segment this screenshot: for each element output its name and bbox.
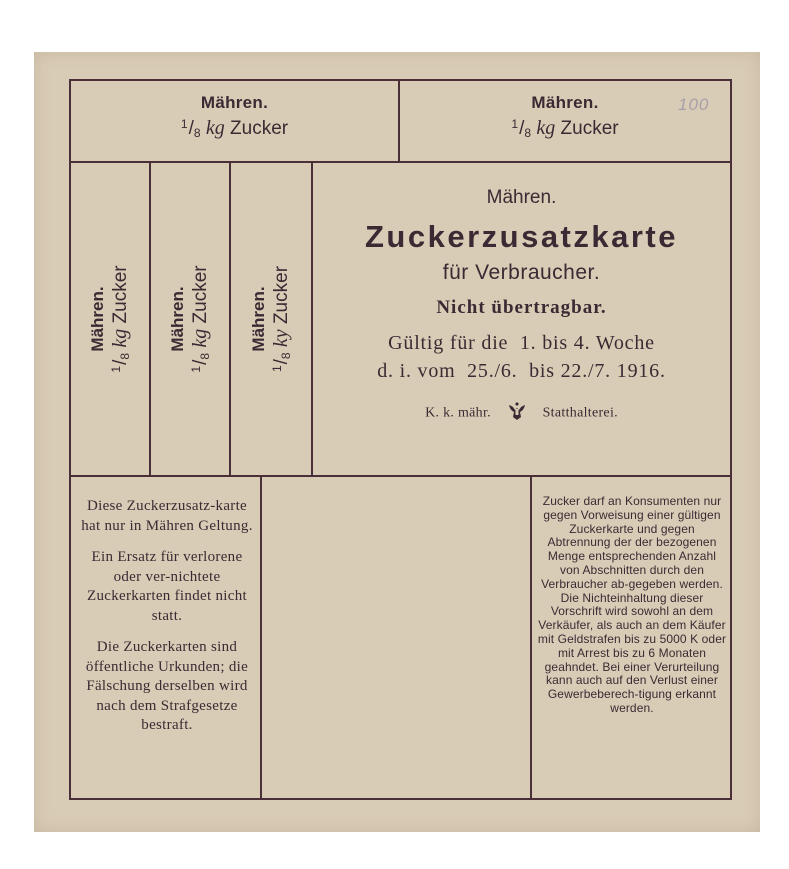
- divider-bottom-right: [530, 475, 532, 800]
- issuer-left: K. k. mähr.: [425, 405, 491, 421]
- validity-line-2: d. i. vom 25./6. bis 22./7. 1916.: [377, 360, 666, 382]
- validity-notice: [77, 497, 257, 748]
- side-coupon-3: [231, 163, 311, 475]
- coupon-item: Zucker: [110, 265, 132, 324]
- coupon-unit: kg: [189, 328, 212, 348]
- fraction-denominator: 8: [118, 352, 133, 360]
- coupon-item: Zucker: [230, 118, 289, 139]
- fraction-numerator: 1: [180, 117, 188, 131]
- border-right: [730, 79, 732, 800]
- coupon-unit: kg: [536, 117, 556, 139]
- coupon-unit: kg: [205, 117, 225, 139]
- coupon-region: Mähren.: [87, 286, 107, 352]
- coupon-region: Mähren.: [531, 93, 599, 112]
- card-subtitle: für Verbraucher.: [442, 261, 601, 284]
- notice-paragraph-3: Die Zuckerkarten sind öffentliche Urkunden; die Fälschung derselben wird nach dem Strafgesetze bestraft.: [85, 639, 249, 733]
- main-region: Mähren.: [486, 187, 557, 208]
- coupon-unit: kg: [109, 328, 132, 348]
- blank-field: [262, 477, 530, 798]
- fraction-numerator: 1: [511, 117, 519, 131]
- border-top: [69, 79, 732, 81]
- coupon-item: Zucker: [271, 265, 293, 325]
- fraction-numerator: 1: [109, 365, 124, 373]
- fraction-denominator: 8: [193, 126, 201, 140]
- coupon-item: Zucker: [190, 265, 212, 324]
- not-transferable-note: Nicht übertragbar.: [436, 297, 607, 318]
- coupon-region: Mähren.: [167, 286, 187, 352]
- coupon-region: Mähren.: [248, 286, 268, 352]
- regulation-notice: Zucker darf an Konsumenten nur gegen Vorweisung einer gültigen Zuckerkarte und gegen Abtrennung der der bezogenen Menge entsprechenden Anzahl von Abschnitten durch den Verbraucher ab-gegeben werden. Die Nichteinhaltung dieser Vorschrift wird sowohl an dem Verkäufer, als auch an dem Käufer mit Geldstrafen bis zu 5000 K oder mit Arrest bis zu 6 Monaten geahndet. Bei einer Verurteilung kann auch auf den Verlust einer Gewerbeberech-tigung erkannt werden.: [537, 494, 727, 715]
- fraction-denominator: 8: [524, 126, 532, 140]
- issuer-right: Statthalterei.: [542, 405, 618, 421]
- coupon-amount: $^1$/8 ky Zucker: [270, 265, 294, 373]
- fraction-numerator: 1: [189, 365, 204, 373]
- pencil-annotation: 100: [678, 95, 710, 114]
- card-frame: [69, 79, 732, 800]
- coupon-item: Zucker: [560, 118, 619, 139]
- coupon-region: Mähren.: [200, 93, 269, 112]
- coupon-amount: $^1$/8 kg Zucker: [109, 265, 133, 373]
- coupon-amount: $^1$/8 kg Zucker: [180, 117, 289, 140]
- issuer: [313, 399, 730, 428]
- notice-paragraph-1: Diese Zuckerzusatz-karte hat nur in Mähren Geltung.: [81, 498, 253, 534]
- fraction-numerator: 1: [270, 365, 285, 373]
- double-eagle-emblem-icon: [505, 399, 529, 428]
- main-card-info: [313, 187, 730, 428]
- border-bottom: [69, 798, 732, 800]
- validity-line-1: Gültig für die 1. bis 4. Woche: [388, 332, 655, 354]
- coupon-amount: $^1$/8 kg Zucker: [511, 117, 619, 140]
- side-coupon-1: [71, 163, 149, 475]
- side-coupon-2: [151, 163, 229, 475]
- notice-paragraph-2: Ein Ersatz für verlorene oder ver-nichtete Zuckerkarten findet nicht statt.: [87, 549, 247, 624]
- coupon-amount: $^1$/8 kg Zucker: [189, 265, 213, 373]
- fraction-denominator: 8: [198, 352, 213, 360]
- top-coupon-right: [400, 93, 730, 140]
- coupon-unit: ky: [270, 329, 293, 348]
- validity-period: [313, 329, 730, 385]
- fraction-denominator: 8: [279, 352, 294, 360]
- card-title: Zuckerzusatzkarte: [364, 219, 678, 254]
- top-coupon-left: [71, 93, 398, 140]
